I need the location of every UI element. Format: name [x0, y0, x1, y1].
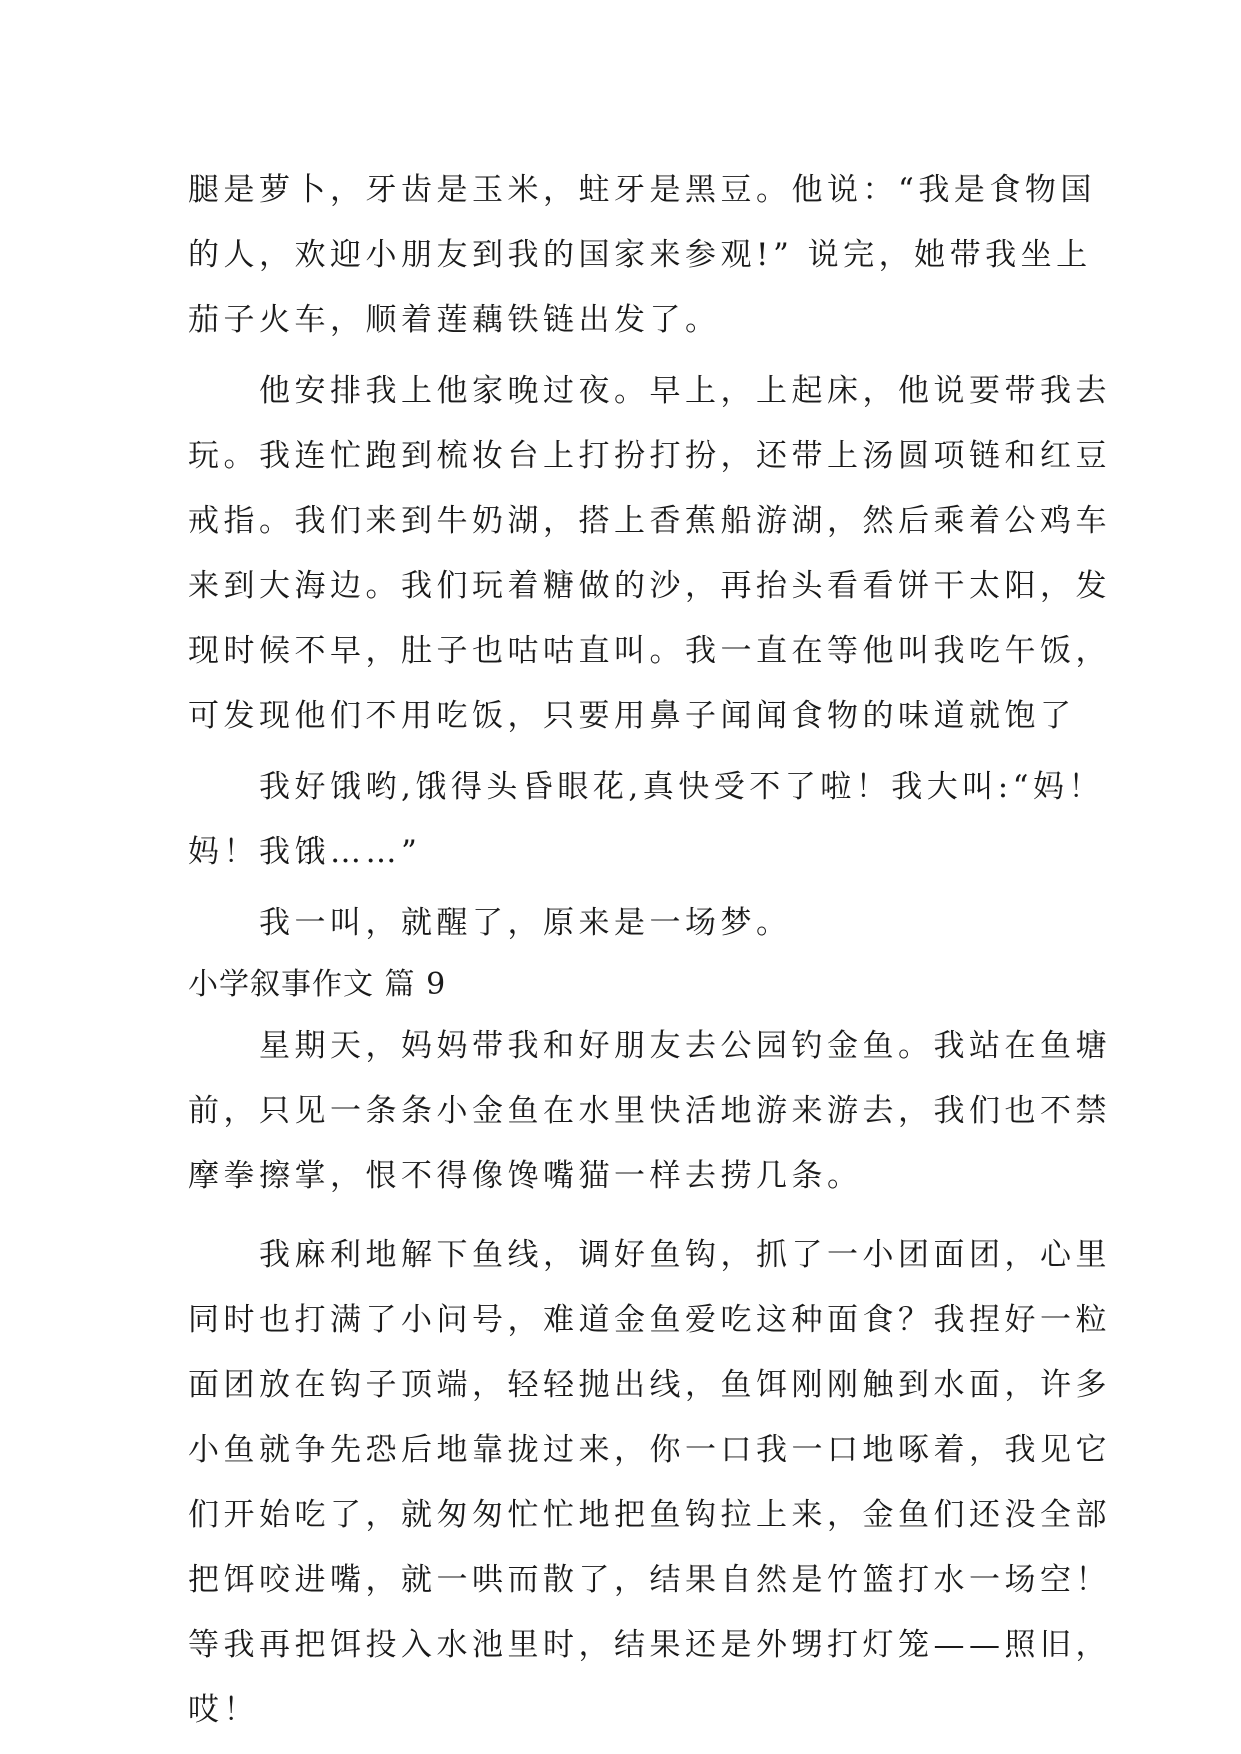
text-line: 的人，欢迎小朋友到我的国家来参观!” 说完，她带我坐上	[188, 237, 1092, 273]
text-line: 妈！我饿……”	[188, 834, 422, 870]
text-line: 我麻利地解下鱼线，调好鱼钩，抓了一小团面团，心里	[188, 1237, 1111, 1273]
text-line: 摩拳擦掌，恨不得像馋嘴猫一样去捞几条。	[188, 1158, 863, 1194]
section-heading: 小学叙事作文 篇 9	[188, 967, 447, 1002]
text-line: 戒指。我们来到牛奶湖，搭上香蕉船游湖，然后乘着公鸡车	[188, 503, 1111, 539]
paragraph	[188, 891, 1058, 956]
text-line: 玩。我连忙跑到梳妆台上打扮打扮，还带上汤圆项链和红豆	[188, 438, 1111, 474]
paragraph	[188, 755, 1104, 885]
text-line: 来到大海边。我们玩着糖做的沙，再抬头看看饼干太阳，发	[188, 568, 1111, 604]
text-column	[188, 158, 1111, 1743]
text-line: 哎！	[188, 1692, 259, 1728]
paragraph	[188, 158, 1096, 353]
text-line: 我一叫，就醒了，原来是一场梦。	[188, 905, 792, 941]
paragraph	[188, 1014, 1111, 1209]
text-line: 星期天，妈妈带我和好朋友去公园钓金鱼。我站在鱼塘	[188, 1028, 1111, 1064]
text-line: 他安排我上他家晚过夜。早上，上起床，他说要带我去	[188, 373, 1111, 409]
text-line: 前，只见一条条小金鱼在水里快活地游来游去，我们也不禁	[188, 1093, 1111, 1129]
text-line: 同时也打满了小问号，难道金鱼爱吃这种面食？我捏好一粒	[188, 1302, 1111, 1338]
text-line: 我好饿哟,饿得头昏眼花,真快受不了啦！我大叫:“妈！	[188, 769, 1104, 805]
text-line: 现时候不早，肚子也咕咕直叫。我一直在等他叫我吃午饭，	[188, 633, 1111, 669]
text-line: 们开始吃了，就匆匆忙忙地把鱼钩拉上来，金鱼们还没全部	[188, 1497, 1111, 1533]
text-line: 等我再把饵投入水池里时，结果还是外甥打灯笼——照旧，	[188, 1627, 1111, 1663]
paragraph	[188, 359, 1111, 749]
text-line: 把饵咬进嘴，就一哄而散了，结果自然是竹篮打水一场空！	[188, 1562, 1111, 1598]
text-line: 茄子火车，顺着莲藕铁链出发了。	[188, 302, 721, 338]
text-line: 可发现他们不用吃饭，只要用鼻子闻闻食物的味道就饱了	[188, 698, 1076, 734]
text-line: 面团放在钩子顶端，轻轻抛出线，鱼饵刚刚触到水面，许多	[188, 1367, 1111, 1403]
text-line: 小鱼就争先恐后地靠拢过来，你一口我一口地啄着，我见它	[188, 1432, 1111, 1468]
text-line: 腿是萝卜，牙齿是玉米，蛀牙是黑豆。他说：“我是食物国	[188, 172, 1096, 208]
paragraph	[188, 1223, 1111, 1743]
